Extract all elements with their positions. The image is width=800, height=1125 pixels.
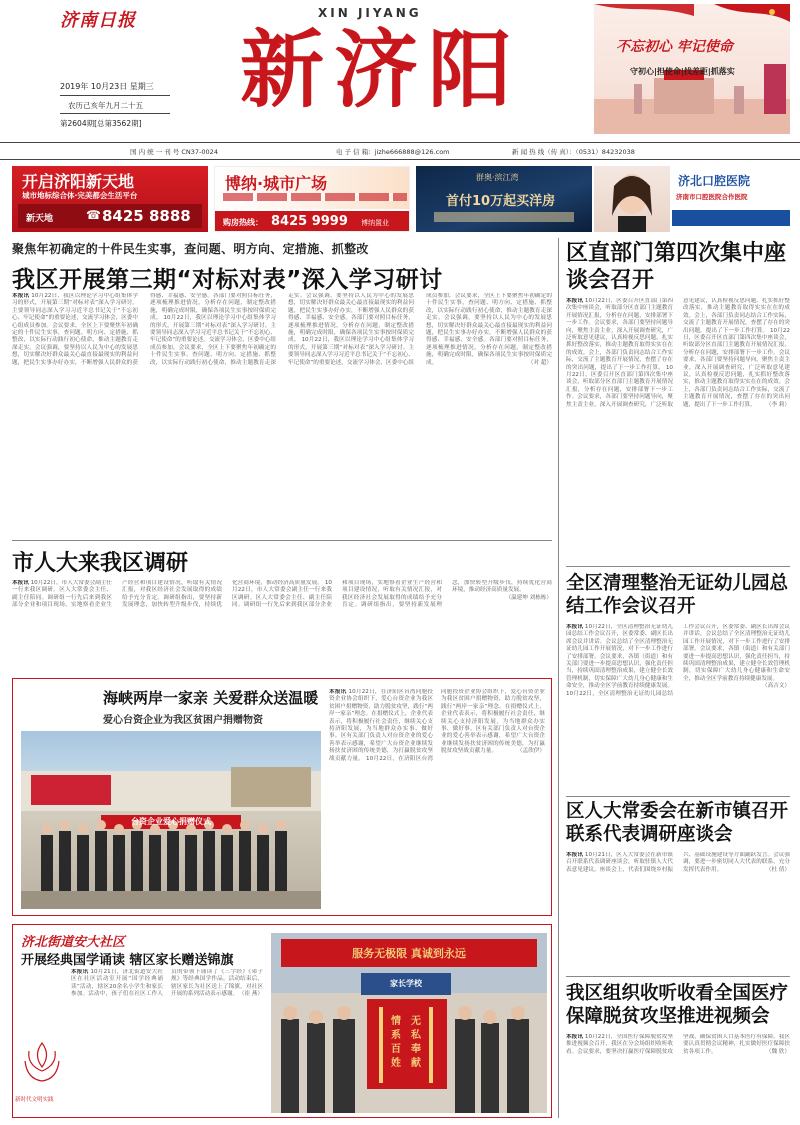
ad-dental-title: 济北口腔医院 [678, 174, 751, 188]
ad-xintiandi-phone: 8425 8888 [102, 207, 191, 225]
issue-date: 2019年 10月23日 星期三 [60, 82, 154, 91]
ad-model [594, 166, 670, 232]
story5-body-text: 10月21日，济北街道安大社区在社区活动室开展“国学经典诵读”活动，辖区20余名小学生和家长参加。活动中，孩子们在社区工作人员的带领下诵读了《三字经》《弟子规》等经典国学作品。活动结束后，辖区家长为社区送上了锦旗，对社区开展的系列活动表示感谢。 [71, 969, 263, 998]
masthead-rule-2 [60, 113, 170, 114]
lead-body-text-cont2: 10月22日，我区以理论学习中心组集体学习的形式，开展第三期“对标对表”深入学习研讨。主要领导同志深入学习习近平总书记关于“不忘初心、牢记使命”的重要论述，交流学习体会，区委中心组成员参加。会议要求，全区上下要聚焦年初确定的十件民生实事，查问题、明方向、定措施、抓整改，以实际行动践行初心使命，推动主题教育走深走实。会议强调，要坚持以人民为中心的发展思想，切实解决好群众最关心最直接最现实的利益问题，把民生实事办好办实，不断增强人民群众的获得感、幸福感、安全感。各部门要对照目标任务，逐项梳理推进情况，分析存在问题，制定整改措施，明确完成时限，确保各项民生实事按时保质完成。 [288, 293, 552, 366]
ad-jibei-dental[interactable] [672, 166, 790, 232]
civilization-seal-icon [19, 1037, 65, 1097]
ad-dental-sub: 济南市口腔医院合作医院 [676, 193, 748, 201]
story4-body-text-cont: 10月22日，在济阳区台湾同胞投资企业协会组织下，爱心台资企业为我区贫困户捐赠物资，助力脱贫攻坚，践行“两岸一家亲”理念。在捐赠仪式上，企业代表表示，将积极履行社会责任，继续关心支持济阳发展，为当地群众办实事、做好事。区有关部门负责人对台资企业的爱心善举表示感谢，希望广大台资企业继续发扬扶贫济困的传统美德，为打赢脱贫攻坚战贡献力量。 [366, 689, 545, 762]
story4-subhead: 爱心台资企业为我区贫困户捐赠物资 [103, 715, 263, 726]
story6-headline: 全区清理整治无证幼儿园总结工作会议召开 [566, 573, 789, 617]
ad-binjiangwan-title: 首付10万起买洋房 [446, 194, 556, 209]
info-bar [0, 142, 800, 160]
story5-body [71, 969, 263, 1113]
story7-lede: 本报讯 [566, 852, 584, 858]
masthead [0, 0, 800, 140]
story2-body [566, 298, 790, 548]
story5-photo [271, 933, 547, 1113]
story8-body [566, 1034, 790, 1118]
newspaper-name: 济南日报 [60, 10, 136, 31]
story2-headline: 区直部门第四次集中座谈会召开 [566, 241, 787, 293]
ad-bona[interactable] [214, 166, 410, 232]
lead-body [12, 293, 552, 535]
story5-box [12, 924, 552, 1118]
lead-lede: 本报讯 [12, 293, 30, 299]
story6-body-text: 10月22日，全区清理整治无证幼儿园总结工作会议召开，区委常委、副区长出席会议并讲话。会议总结了全区清理整治无证幼儿园工作开展情况，对下一步工作进行了安排部署。会议要求，各镇（街道）和有关部门要进一步提高思想认识，强化责任担当，持续巩固清理整治成果，建立健全长效管理机制，切实保障广大幼儿身心健康和生命安全，推动全区学前教育持续健康发展。 [566, 624, 673, 690]
issue-number: 第2604期[总第3562期] [60, 119, 142, 128]
ad-bona-sub: 购房热线： [223, 218, 263, 227]
story2-body-text-cont2: 10月22日，区委召开区直部门第四次集中座谈会，听取部分区直部门主题教育开展情况汇报，分析存在问题，安排部署下一步工作。会议要求，各部门要坚持问题导向，聚焦主责主业，深入开展调查研究，广泛听取意见建议，认真检视反思问题，扎实抓好整改落实，推动主题教育取得实实在在的成效。会上，各部门负责同志结合工作实际，交流了主题教育开展情况，查摆了存在的突出问题，提出了下一步工作打算。 [683, 327, 790, 408]
masthead-rule-1 [60, 95, 170, 96]
rule-right-2 [566, 796, 790, 797]
story4-headline: 海峡两岸一家亲 关爱群众送温暖 [103, 689, 319, 707]
story5-column: 济北街道安大社区 [21, 935, 126, 950]
story6-body [566, 624, 790, 792]
story5-seal-text: 新时代文明实践 [15, 1097, 54, 1103]
ad-bona-brand: 博纳置业 [361, 219, 389, 227]
column-divider [558, 238, 559, 1118]
story4-byline: （孟欣伊） [517, 748, 545, 755]
lead-byline: （对 超） [527, 359, 552, 366]
rule-right-3 [566, 976, 790, 977]
ad-xintiandi-sub: 城市地标综合体·完美都会生活平台 [22, 191, 138, 200]
story5-lede: 本报讯 [71, 969, 89, 975]
ad-xintiandi[interactable] [12, 166, 208, 232]
story8-lede: 本报讯 [566, 1034, 584, 1040]
slogan-title: 不忘初心 牢记使命 [616, 39, 733, 55]
phone-icon: ☎ [86, 208, 101, 222]
slogan-panel [594, 4, 790, 134]
story3-body-text-cont: 10月22日，市人大常委会副主任一行来我区调研。区人大常委会主任、副主任陪同。调研组一行先后来到我区部分企业和项目现场，实地察看企业生产经营和项目建设情况，听取有关情况汇报，对我区经济社会发展取得的成绩给予充分肯定。调研组指出，要坚持新发展理念，加快转型升级步伐，持续优化营商环境，推动经济高质量发展。 [232, 580, 552, 609]
lead-headline: 我区开展第三期“对标对表”深入学习研讨 [12, 267, 443, 293]
rule-right-1 [566, 566, 790, 567]
story4-body-text: 10月22日，在济阳区台湾同胞投资企业协会组织下，爱心台资企业为我区贫困户捐赠物资，助力脱贫攻坚，践行“两岸一家亲”理念。在捐赠仪式上，企业代表表示，将积极履行社会责任，继续关心支持济阳发展，为当地群众办实事、做好事。区有关部门负责人对台资企业的爱心善举表示感谢，希望广大台资企业继续发扬扶贫济困的传统美德，为打赢脱贫攻坚战贡献力量。 [329, 689, 433, 762]
story8-byline: （魏 欣） [765, 1048, 790, 1055]
story5-byline: （崔 燕） [238, 991, 263, 998]
story2-byline: （李 莉） [765, 401, 790, 408]
model-photo-icon [594, 166, 670, 232]
story4-photo-banner: 台资企业爱心捐赠仪式 [131, 817, 211, 826]
cn-number: 国 内 统 一 刊 号 CN37-0024 [130, 148, 218, 156]
hotline: 新 闻 热 线（传 真）：（0531）84232038 [512, 148, 635, 156]
ad-binjiangwan-brand: 群奥·滨江湾 [476, 173, 519, 182]
masthead-pinyin: XIN JIYANG [318, 6, 422, 20]
story6-body-text-cont: 10月22日，全区清理整治无证幼儿园总结工作会议召开，区委常委、副区长出席会议并讲话。会议总结了全区清理整治无证幼儿园工作开展情况，对下一步工作进行了安排部署。会议要求，各镇（街道）和有关部门要进一步提高思想认识，强化责任担当，持续巩固清理整治成果，建立健全长效管理机制，切实保障广大幼儿身心健康和生命安全，推动全区学前教育持续健康发展。 [566, 624, 790, 697]
story2-body-text-cont: 10月22日，区委召开区直部门第四次集中座谈会，听取部分区直部门主题教育开展情况汇报，分析存在问题，安排部署下一步工作。会议要求，各部门要坚持问题导向，聚焦主责主业，深入开展调查研究，广泛听取意见建议，认真检视反思问题，扎实抓好整改落实，推动主题教育取得实实在在的成效。会上，各部门负责同志结合工作实际，交流了主题教育开展情况，查摆了存在的突出问题，提出了下一步工作打算。 [566, 298, 790, 408]
story4-photo [21, 731, 321, 909]
story2-lede: 本报讯 [566, 298, 584, 304]
story6-lede: 本报讯 [566, 624, 584, 630]
ad-xintiandi-title: 开启济阳新天地 [22, 172, 135, 191]
story6-byline: （高吉文） [762, 683, 790, 690]
rule-left-1 [12, 540, 552, 541]
story5-banner-left: 情系百姓 [391, 1016, 401, 1069]
story3-body [12, 580, 552, 672]
story7-byline: （杜 倩） [765, 866, 790, 873]
story5-banner-right: 无私奉献 [411, 1016, 421, 1069]
masthead-title: 新济阳 [240, 20, 523, 119]
ad-dental-bar [672, 210, 790, 226]
ad-bona-title: 博纳·城市广场 [225, 174, 328, 193]
ad-binjiangwan-bar [434, 212, 574, 222]
story7-body [566, 852, 790, 972]
story7-body-text: 10月21日，区人大常委会在新市镇召开联系代表调研座谈会，听取驻镇人大代表意见建议。座谈会上，代表们围绕乡村振兴、基础设施建设等方面踊跃发言。会议强调，要进一步密切同人大代表的联系，充分发挥代表作用。 [566, 852, 790, 873]
ad-bona-rule [223, 193, 407, 201]
lead-body-text: 10月22日，我区以理论学习中心组集体学习的形式，开展第三期“对标对表”深入学习研讨。主要领导同志深入学习习近平总书记关于“不忘初心、牢记使命”的重要论述，交流学习体会，区委中心组成员参加。会议要求，全区上下要聚焦年初确定的十件民生实事，查问题、明方向、定措施、抓整改，以实际行动践行初心使命，推动主题教育走深走实。会议强调，要坚持以人民为中心的发展思想，切实解决好群众最关心最直接最现实的利益问题，把民生实事办好办实，不断增强人民群众的获得感、幸福感、安全感。各部门要对照目标任务，逐项梳理推进情况，分析存在问题，制定整改措施，明确完成时限，确保各项民生实事按时保质完成。 [12, 293, 276, 366]
story8-body-text: 10月22日，全国医疗保障脱贫攻坚推进视频会召开，我区在分会场组织收听收看。会议要求，要坚决打赢医疗保障脱贫攻坚战，确保贫困人口基本医疗有保障。我区要认真贯彻会议精神，扎实做好医疗保障扶贫各项工作。 [566, 1034, 790, 1055]
ad-xintiandi-brand: 新天地 [26, 214, 54, 224]
story5-headline: 开展经典国学诵读 辖区家长赠送锦旗 [21, 953, 234, 968]
story7-headline: 区人大常委会在新市镇召开联系代表调研座谈会 [566, 801, 789, 845]
story8-headline: 我区组织收听收看全国医疗保障脱贫攻坚推进视频会 [566, 983, 789, 1027]
slogan-items: 守初心|担使命|找差距|抓落实 [630, 67, 735, 76]
lead-body-text-cont: 10月22日，我区以理论学习中心组集体学习的形式，开展第三期“对标对表”深入学习研讨。主要领导同志深入学习习近平总书记关于“不忘初心、牢记使命”的重要论述，交流学习体会，区委中心组成员参加。会议要求，全区上下要聚焦年初确定的十件民生实事，查问题、明方向、定措施、抓整改，以实际行动践行初心使命，推动主题教育走深走实。会议强调，要坚持以人民为中心的发展思想，切实解决好群众最关心最直接最现实的利益问题，把民生实事办好办实，不断增强人民群众的获得感、幸福感、安全感。各部门要对照目标任务，逐项梳理推进情况，分析存在问题，制定整改措施，明确完成时限，确保各项民生实事按时保质完成。 [150, 293, 414, 366]
ad-bona-phone: 8425 9999 [271, 214, 348, 229]
story5-banner-text: 服务无极限 真诚到永远 [352, 947, 466, 960]
story3-body-text: 10月22日，市人大常委会副主任一行来我区调研。区人大常委会主任、副主任陪同。调研组一行先后来到我区部分企业和项目现场，实地察看企业生产经营和项目建设情况，听取有关情况汇报，对我区经济社会发展取得的成绩给予充分肯定。调研组指出，要坚持新发展理念，加快转型升级步伐，持续优化营商环境，推动经济高质量发展。 [12, 580, 323, 609]
story4-lede: 本报讯 [329, 689, 347, 695]
story5-wall-sign: 家长学校 [390, 979, 422, 988]
story3-headline: 市人大来我区调研 [12, 551, 189, 576]
email: 电 子 信 箱：jizhe666888@126.com [336, 148, 450, 156]
story3-lede: 本报讯 [12, 580, 29, 586]
story4-box [12, 678, 552, 916]
lead-kicker: 聚焦年初确定的十件民生实事，查问题、明方向、定措施、抓整改 [12, 242, 369, 256]
story3-byline: （温建坤 刘栋栋） [505, 594, 552, 601]
lunar-date: 农历己亥年九月二十五 [68, 101, 143, 110]
ad-binjiangwan[interactable] [416, 166, 592, 232]
story4-body [329, 689, 545, 909]
story2-body-text: 10月22日，区委召开区直部门第四次集中座谈会，听取部分区直部门主题教育开展情况汇报，分析存在问题，安排部署下一步工作。会议要求，各部门要坚持问题导向，聚焦主责主业，深入开展调查研究，广泛听取意见建议，认真检视反思问题，扎实抓好整改落实，推动主题教育取得实实在在的成效。会上，各部门负责同志结合工作实际，交流了主题教育开展情况，查摆了存在的突出问题，提出了下一步工作打算。 [566, 298, 673, 371]
